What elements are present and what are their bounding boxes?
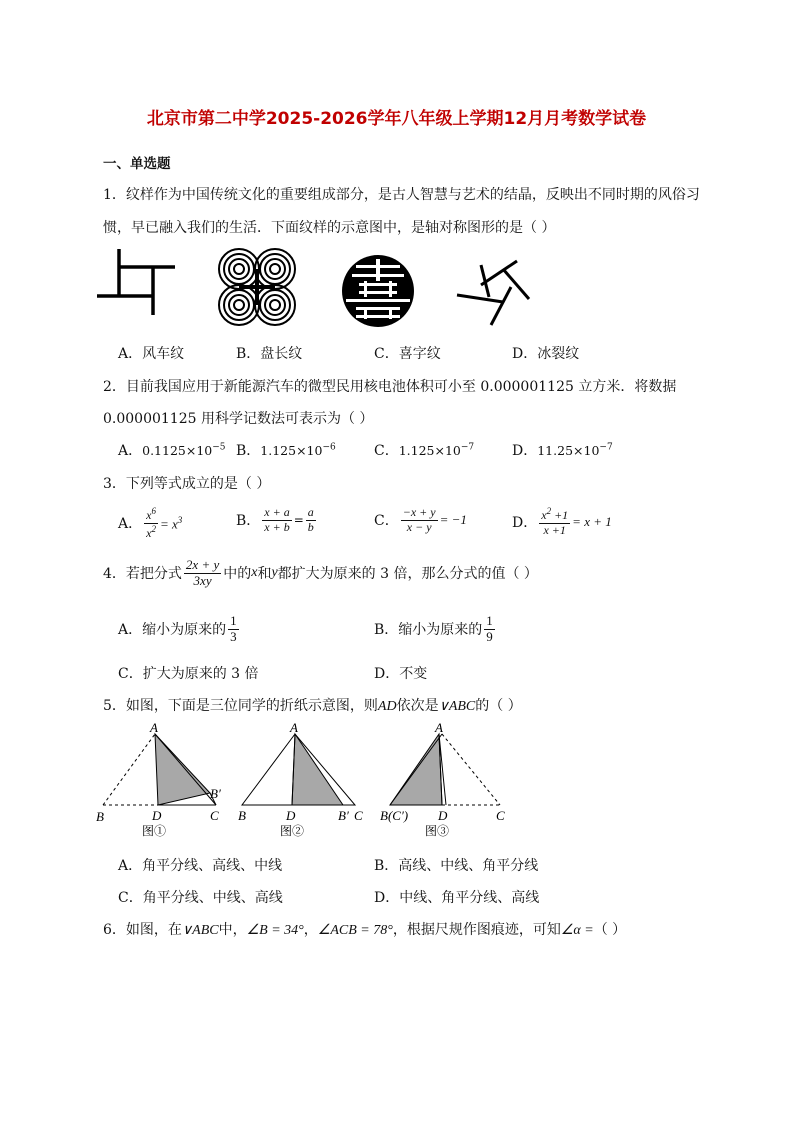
q3-a-fraction: $\frac{x^6}{x^2}$ [146,506,156,540]
svg-text:图①: 图① [142,824,167,838]
svg-text:A: A [290,722,298,735]
q5-option-c[interactable]: C．角平分线、中线、高线 [118,890,283,906]
svg-text:B′: B′ [210,786,221,801]
q1-line1: 1．纹样作为中国传统文化的重要组成部分，是古人智慧与艺术的结晶，反映出不同时期的风俗习 [103,187,700,203]
q5-option-b[interactable]: B．高线、中线、角平分线 [374,858,539,874]
q3-c-fraction: $\frac{-x + y}{x - y}$ [402,505,436,534]
svg-text:B′: B′ [338,808,349,823]
q2-option-b[interactable]: B．$1.125\times 10^{-6}$ [236,442,336,459]
svg-text:A: A [150,722,158,735]
ice-crack-pattern-icon [455,257,531,329]
q4-option-a[interactable]: A．缩小为原来的 $\frac{1}{3}$ [118,613,237,644]
q1-option-a[interactable]: A．风车纹 [118,346,185,362]
q3-option-c[interactable]: C． $\frac{-x + y}{x - y}$ = −1 [374,505,467,534]
q3-b-rhs-fraction: $\frac{a}{b}$ [307,505,314,534]
q5-option-a[interactable]: A．角平分线、高线、中线 [118,858,283,874]
q1-line2: 惯，早已融入我们的生活．下面纹样的示意图中，是轴对称图形的是（ ） [103,220,556,236]
q4-fraction: $\frac{2x + y}{3xy}$ [185,557,220,588]
page-title: 北京市第二中学2025-2026学年八年级上学期12月月考数学试卷 [146,109,647,129]
double-happiness-pattern-icon [342,255,414,327]
q6-stem: 6．如图，在∨ABC中，∠B = 34°，∠ACB = 78°，根据尺规作图痕迹，可知∠α =（ ） [103,922,627,938]
q2-line1: 2．目前我国应用于新能源汽车的微型民用核电池体积可小至 0.000001125 立方米．将数据 [103,379,677,395]
q2-option-d[interactable]: D．$11.25\times 10^{-7}$ [512,442,613,459]
q4-option-b[interactable]: B．缩小为原来的 $\frac{1}{9}$ [374,613,493,644]
svg-text:图③: 图③ [425,824,450,838]
endless-knot-pattern-icon [218,248,296,326]
svg-text:B(C′): B(C′) [380,808,409,823]
q5-figure-3 [380,722,505,838]
pinwheel-pattern-icon [97,249,177,315]
q5-stem: 5．如图，下面是三位同学的折纸示意图，则AD依次是∨ABC的（ ） [103,698,522,714]
q5-folding-figures [90,722,520,842]
section-heading: 一、单选题 [103,156,171,172]
svg-text:C: C [210,808,219,823]
q3-option-b[interactable]: B． $\frac{x + a}{x + b}$ = $\frac{a}{b}$ [236,505,314,534]
svg-text:A: A [435,722,443,735]
svg-text:图②: 图② [280,824,305,838]
q4-option-d[interactable]: D．不变 [374,666,428,682]
svg-text:B: B [238,808,246,823]
q3-stem: 3．下列等式成立的是（ ） [103,476,271,492]
svg-text:D: D [152,808,162,823]
q1-option-d[interactable]: D．冰裂纹 [512,346,580,362]
q4-option-c[interactable]: C．扩大为原来的 3 倍 [118,666,259,682]
q4-stem: 4．若把分式 $\frac{2x + y}{3xy}$ 中的 x 和 y 都扩大为原来的 3 倍，那么分式的值（ ） [103,557,538,588]
q3-b-lhs-fraction: $\frac{x + a}{x + b}$ [264,505,290,534]
svg-text:C: C [496,808,505,823]
q2-option-c[interactable]: C．$1.125\times 10^{-7}$ [374,442,475,459]
q5-option-d[interactable]: D．中线、角平分线、高线 [374,890,540,906]
q3-option-d[interactable]: D． $\frac{x^2 +1}{x +1}$ = x + 1 [512,506,612,537]
svg-text:D: D [286,808,296,823]
q3-d-fraction: $\frac{x^2 +1}{x +1}$ [541,506,569,537]
q1-option-c[interactable]: C．喜字纹 [374,346,441,362]
svg-text:D: D [438,808,448,823]
q5-figure-1 [96,722,221,838]
svg-text:B: B [96,809,104,824]
svg-text:C: C [354,808,363,823]
q2-line2: 0.000001125 用科学记数法可表示为（ ） [103,411,374,427]
q3-option-a[interactable]: A． $\frac{x^6}{x^2}$ = $x^3$ [118,506,183,540]
q1-option-b[interactable]: B．盘长纹 [236,346,303,362]
q5-figure-2 [238,722,363,838]
q2-option-a[interactable]: A．$0.1125\times 10^{-5}$ [118,442,226,459]
